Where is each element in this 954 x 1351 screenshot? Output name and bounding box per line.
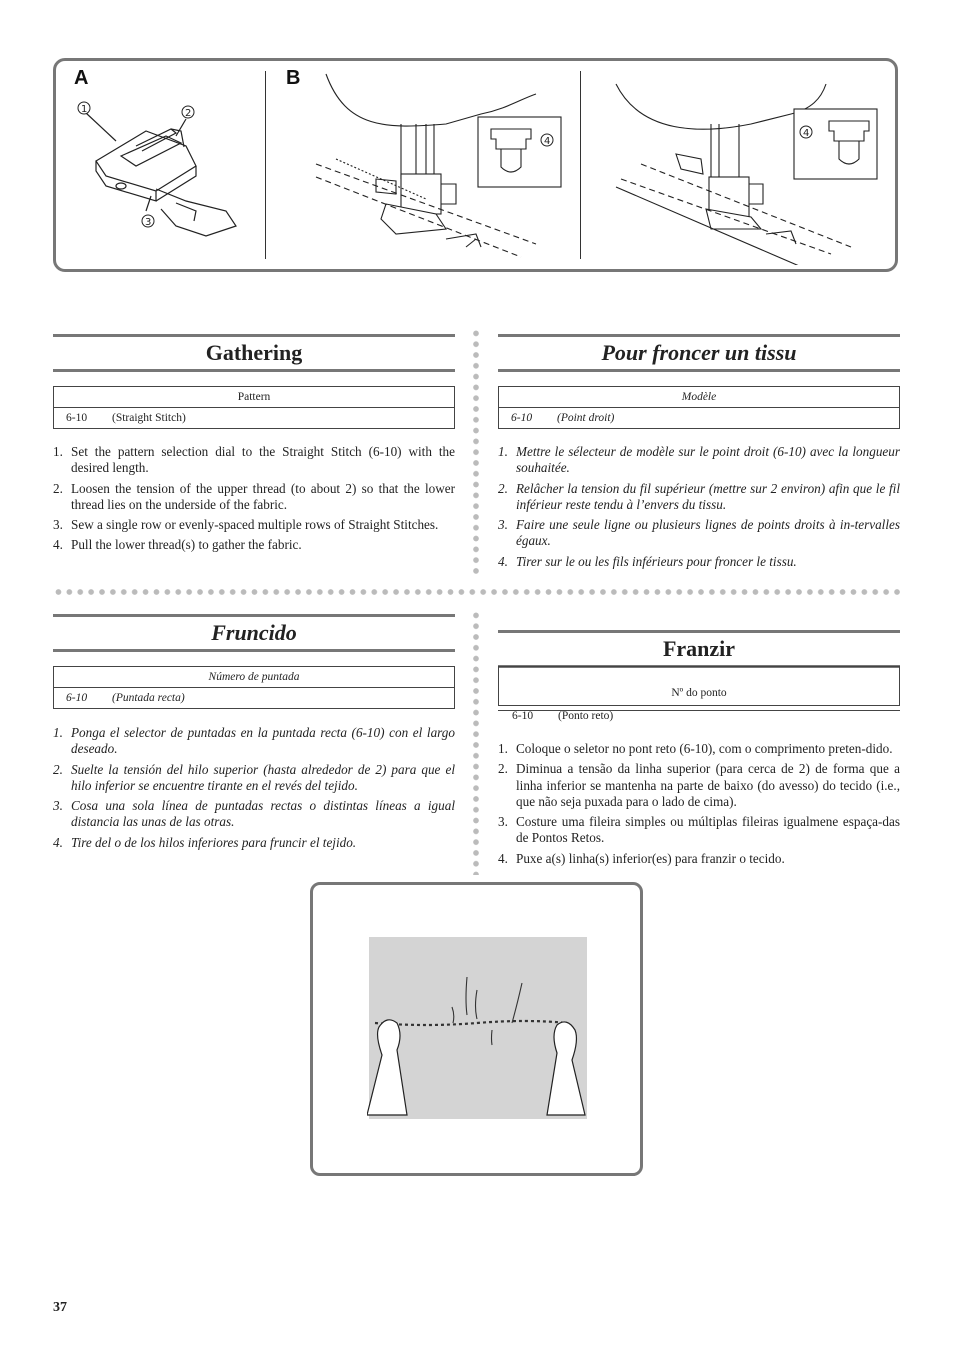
pattern-table-french (498, 386, 900, 429)
section-title-english: Gathering (53, 334, 455, 372)
sewing-machine-illustration (306, 69, 576, 265)
list-item: 4. Puxe a(s) linha(s) inferior(es) para franzir o tecido. (498, 850, 785, 866)
panel-b-label: B (286, 67, 301, 89)
pattern-table-english (53, 386, 455, 429)
list-item: 1. Mettre le sélecteur de modèle sur le point droit (6-10) avec la longueur souhaitée. (498, 444, 900, 476)
steps-portuguese (498, 741, 900, 871)
callout-1: 1 (81, 104, 88, 115)
pattern-table-portuguese (498, 666, 900, 706)
column-separator (473, 328, 479, 578)
pattern-table-header: Número de puntada (54, 667, 454, 688)
callout-4: 4 (544, 136, 551, 147)
list-item: 3. Cosa una sola línea de puntadas rectas o distintas líneas a igual distancia las unas de las otras. (53, 798, 455, 830)
list-item: 2. Suelte la tensión del hilo superior (hasta alrededor de 2) para que el hilo inferior se encuentre tirante en el revés del tejido. (53, 761, 455, 793)
list-item: 1. Coloque o seletor no pont reto (6-10), com o comprimento preten-dido. (498, 741, 893, 756)
callout-4: 4 (803, 128, 810, 139)
presser-foot-illustration (76, 91, 256, 251)
list-item: 2. Relâcher la tension du fil supérieur (mettre sur 2 environ) afin que le fil inférieur reste tendu à l’envers du tissu. (498, 480, 900, 512)
section-title-french: Pour froncer un tissu (498, 334, 900, 372)
panel-a-label: A (74, 67, 89, 89)
top-figure-frame (53, 58, 898, 272)
callout-3: 3 (145, 217, 152, 228)
row-separator (53, 589, 902, 595)
list-item: 4. Pull the lower thread(s) to gather the fabric. (53, 537, 302, 553)
list-item: 2. Loosen the tension of the upper thread (to about 2) so that the lower thread lies on the underside of the fabric. (53, 480, 455, 512)
column-separator (473, 610, 479, 875)
list-item: 3. Faire une seule ligne ou plusieurs lignes de points droits à in-tervalles égaux. (498, 517, 900, 549)
pattern-table-row: 6-10 (Point droit) (511, 412, 615, 424)
gathered-fabric-illustration (367, 935, 589, 1121)
sewing-machine-angled-illustration (611, 69, 896, 265)
pattern-table-header: Nº do ponto (671, 687, 727, 699)
steps-french (498, 444, 900, 574)
callout-2: 2 (185, 108, 192, 119)
list-item: 3. Sew a single row or evenly-spaced multiple rows of Straight Stitches. (53, 517, 439, 533)
pattern-table-header: Pattern (54, 387, 454, 408)
pattern-table-row: 6-10 (Ponto reto) (498, 710, 900, 721)
steps-english (53, 444, 455, 558)
pattern-table-spanish (53, 666, 455, 709)
list-item: 1. Set the pattern selection dial to the Straight Stitch (6-10) with the desired length. (53, 444, 455, 476)
page-number: 37 (53, 1300, 67, 1315)
section-title-portuguese: Franzir (498, 630, 900, 668)
list-item: 1. Ponga el selector de puntadas en la puntada recta (6-10) con el largo deseado. (53, 725, 455, 757)
pattern-table-header: Modèle (499, 387, 899, 408)
list-item: 4. Tire del o de los hilos inferiores para fruncir el tejido. (53, 834, 357, 850)
pattern-table-row: 6-10 (Puntada recta) (66, 692, 185, 704)
list-item: 4. Tirer sur le ou les fils inférieurs pour froncer le tissu. (498, 553, 797, 569)
gathering-figure-frame (310, 882, 643, 1176)
panel-divider (265, 71, 266, 259)
section-title-spanish: Fruncido (53, 614, 455, 652)
pattern-table-row: 6-10 (Straight Stitch) (66, 412, 186, 424)
list-item: 2. Diminua a tensão da linha superior (para cerca de 2) de forma que a linha inferior se mantenha na parte de baixo (do avesso) do tecido (i.e., que não seja puxada para o lado de cima). (498, 761, 900, 809)
list-item: 3. Costure uma fileira simples ou múltiplas fileiras igualmene espaça-das de Pontos Retos. (498, 814, 900, 846)
panel-divider (580, 71, 581, 259)
steps-spanish (53, 725, 455, 855)
